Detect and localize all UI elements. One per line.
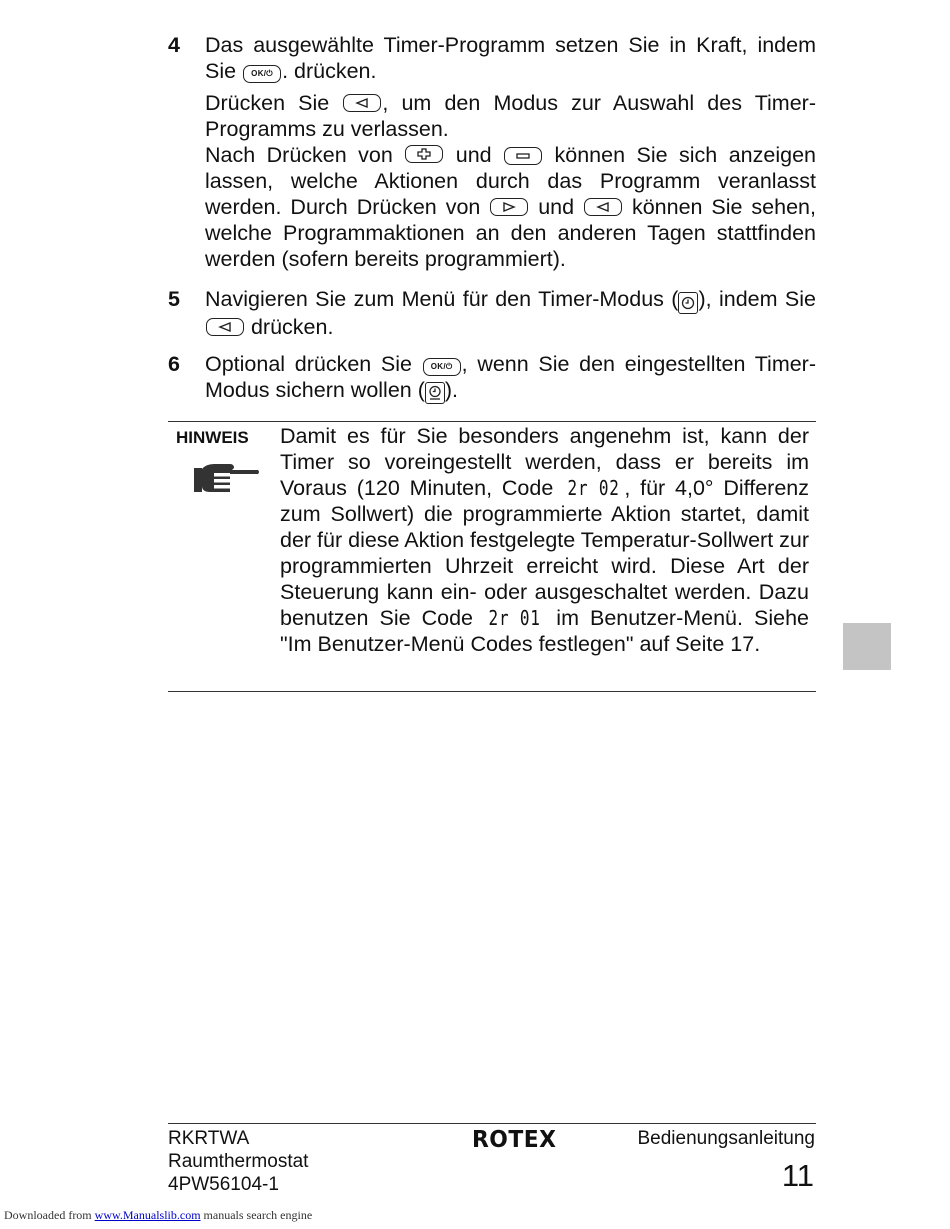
right-arrow-button-icon [490, 198, 528, 216]
step-6 [168, 351, 816, 404]
step-paragraph: Das ausgewählte Timer-Programm setzen Sie in Kraft, indem Sie OK/⏻ . drücken. [205, 33, 816, 83]
footer-product: Raumthermostat [168, 1151, 309, 1172]
step-5 [168, 286, 816, 340]
chapter-tab-marker [843, 623, 891, 670]
step-number: 4 [168, 33, 180, 57]
display-code: 2r 02 [567, 476, 620, 500]
step-paragraph: Optional drücken Sie OK/⏻ , wenn Sie den eingestellten Timer-Modus sichern wollen ( ). [205, 352, 816, 402]
plus-button-icon [405, 145, 443, 163]
footer-left [168, 1127, 308, 1196]
pointing-hand-icon [192, 460, 260, 501]
timer-clock-saved-icon [425, 382, 445, 404]
footer-rule [168, 1123, 816, 1124]
step-body [205, 32, 816, 272]
left-arrow-button-icon [343, 94, 381, 112]
left-arrow-button-icon [206, 318, 244, 336]
step-number: 5 [168, 287, 180, 311]
note-text: Damit es für Sie besonders angenehm ist, kann der Timer so voreingestellt werden, dass er bereits im Voraus (120 Minuten, Code 2r 02 , für 4,0° Differenz zum Sollwert) die programmierte Aktion startet, damit der für diese Aktion festgelegte Temperatur-Sollwert zur programmierten Uhrzeit erreicht wird. Diese Art der Steuerung kann ein- oder ausgeschaltet werden. Dazu benutzen Sie Code 2r 01 im Benutzer-Menü. Siehe "Im Benutzer-Menü Codes festlegen" auf Seite 17. [280, 424, 810, 656]
step-paragraph: Navigieren Sie zum Menü für den Timer-Modus ( ), indem Sie drücken. [205, 287, 816, 339]
display-code: 2r 01 [488, 606, 541, 630]
step-paragraph: Drücken Sie , um den Modus zur Auswahl des Timer-Programms zu verlassen. [205, 91, 816, 141]
step-body [205, 286, 816, 340]
ok-button-icon: OK/⏻ [243, 65, 281, 83]
left-arrow-button-icon [584, 198, 622, 216]
footer-doc-type: Bedienungsanleitung [637, 1128, 815, 1149]
footer-doc-number: 4PW56104-1 [168, 1174, 279, 1195]
note-top-rule [168, 421, 816, 422]
download-notice: Downloaded from www.Manualslib.com manuals search engine [4, 1208, 313, 1222]
step-4 [168, 32, 816, 272]
ok-button-icon: OK/⏻ [423, 358, 461, 376]
step-number: 6 [168, 352, 180, 376]
page-number: 11 [781, 1158, 814, 1193]
manualslib-link[interactable]: www.Manualslib.com [94, 1208, 201, 1222]
minus-button-icon [504, 147, 542, 165]
step-paragraph: Nach Drücken von und können Sie sich anzeigen lassen, welche Aktionen durch das Programm veranlasst werden. Durch Drücken von und können Sie sehen, welche Programmaktionen an den anderen Tagen stattfinden werden (sofern bereits programmiert). [205, 143, 816, 271]
footer-model: RKRTWA [168, 1128, 250, 1149]
timer-clock-icon [678, 292, 698, 314]
step-body [205, 351, 816, 404]
note-label: HINWEIS [176, 428, 249, 447]
brand-logo: ROTEX [472, 1127, 557, 1153]
note-bottom-rule [168, 691, 816, 692]
